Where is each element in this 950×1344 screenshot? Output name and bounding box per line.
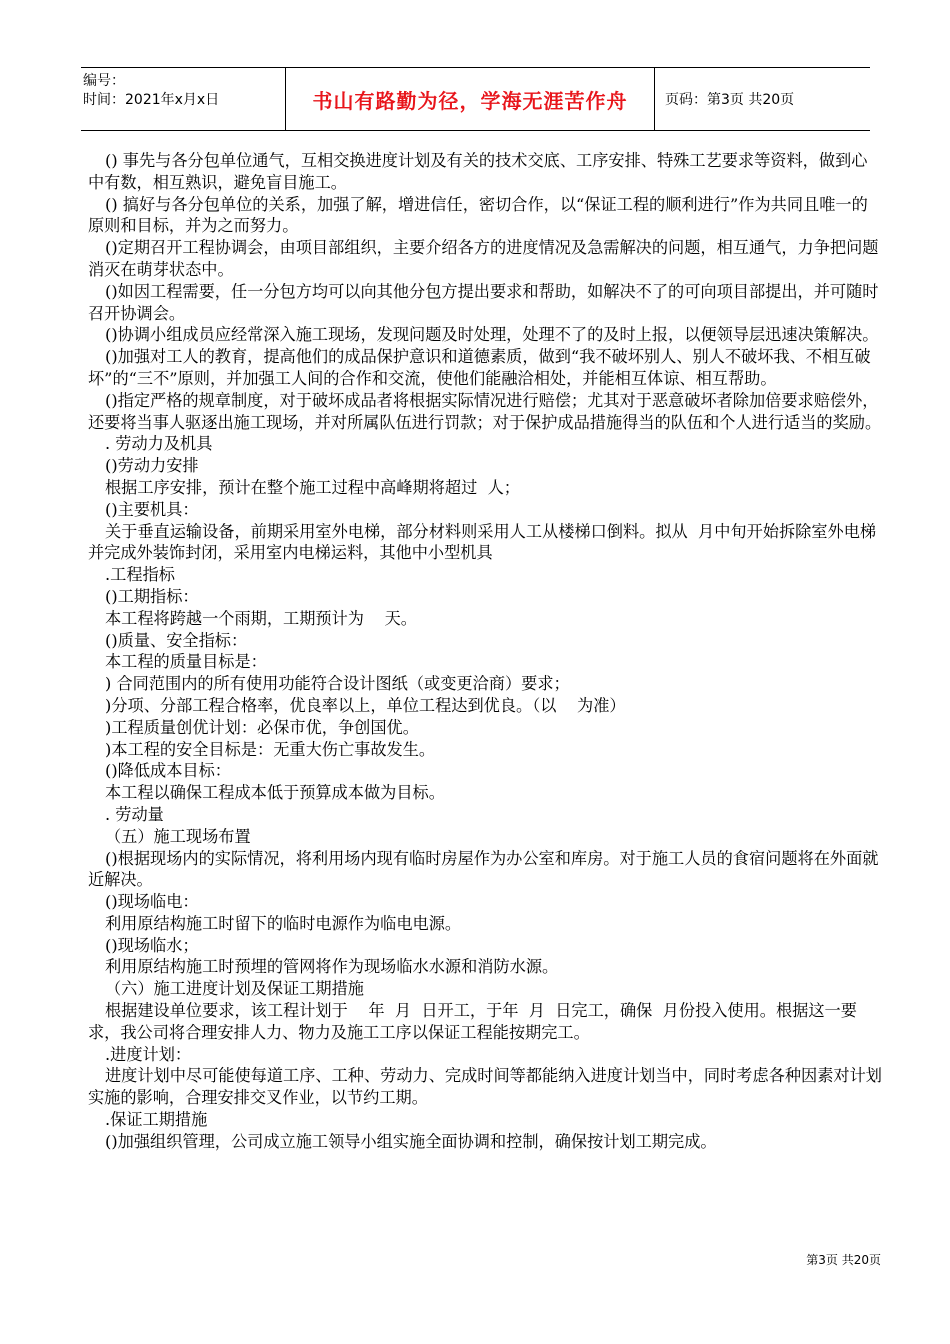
body-paragraph: . 劳动量: [105, 804, 164, 824]
body-paragraph: 本工程的质量目标是：: [105, 652, 267, 672]
body-paragraph: ()协调小组成员应经常深入施工现场，发现问题及时处理，处理不了的及时上报，以便领导层迅速决策解决。: [105, 325, 879, 345]
body-paragraph: 本工程以确保工程成本低于预算成本做为目标。: [105, 783, 445, 803]
body-paragraph: ()质量、安全指标：: [105, 630, 248, 650]
document-body: [88, 150, 883, 1153]
body-paragraph: )本工程的安全目标是：无重大伤亡事故发生。: [105, 739, 436, 759]
body-paragraph: ()如因工程需要，任一分包方均可以向其他分包方提出要求和帮助，如解决不了的可向项目部提出，并可随时召开协调会。: [88, 281, 879, 323]
body-paragraph: .保证工期措施: [105, 1110, 208, 1130]
body-paragraph: ()劳动力安排: [105, 456, 199, 476]
document-time-label: 时间：2021年x月x日: [83, 92, 220, 108]
body-paragraph: . 劳动力及机具: [105, 434, 213, 454]
header-motto: 书山有路勤为径，学海无涯苦作舟: [285, 68, 655, 130]
body-paragraph: ()加强组织管理，公司成立施工领导小组实施全面协调和控制，确保按计划工期完成。: [105, 1131, 717, 1151]
body-paragraph: 进度计划中尽可能使每道工序、工种、劳动力、完成时间等都能纳入进度计划当中，同时考虑各种因素对计划实施的影响，合理安排交叉作业，以节约工期。: [88, 1066, 882, 1108]
body-paragraph: ()主要机具：: [105, 499, 199, 519]
body-paragraph: () 事先与各分包单位通气，互相交换进度计划及有关的技术交底、工序安排、特殊工艺要求等资料，做到心中有数，相互熟识，避免盲目施工。: [88, 151, 868, 192]
body-paragraph: .工程指标: [105, 565, 175, 585]
body-paragraph: 关于垂直运输设备，前期采用室外电梯，部分材料则采用人工从楼梯口倒料。拟从 月中旬开始拆除室外电梯并完成外装饰封闭，采用室内电梯运料，其他中小型机具: [88, 521, 877, 563]
body-paragraph: 根据建设单位要求，该工程计划于 年 月 日开工，于年 月 日完工，确保 月份投入使用。根据这一要求，我公司将合理安排人力、物力及施工工序以保证工程能按期完工。: [88, 1001, 857, 1042]
body-paragraph: .进度计划：: [105, 1044, 192, 1064]
body-paragraph: 利用原结构施工时留下的临时电源作为临电电源。: [105, 913, 462, 933]
body-paragraph: （六）施工进度计划及保证工期措施: [105, 979, 364, 999]
body-paragraph: )工程质量创优计划：必保市优，争创国优。: [105, 717, 419, 737]
document-number-label: 编号：: [83, 73, 125, 89]
body-paragraph: ()工期指标：: [105, 586, 199, 606]
body-paragraph: ()现场临水；: [105, 935, 199, 955]
header-page-number: 页码：第3页 共20页: [665, 92, 795, 108]
body-paragraph: ()根据现场内的实际情况，将利用场内现有临时房屋作为办公室和库房。对于施工人员的食宿问题将在外面就近解决。: [88, 848, 879, 890]
body-paragraph: () 搞好与各分包单位的关系，加强了解，增进信任，密切合作，以“保证工程的顺利进行”作为共同且唯一的原则和目标，并为之而努力。: [88, 194, 868, 236]
body-paragraph: （五）施工现场布置: [105, 826, 251, 846]
body-paragraph: ) 合同范围内的所有使用功能符合设计图纸（或变更洽商）要求；: [105, 674, 570, 694]
body-paragraph: ()指定严格的规章制度，对于破坏成品者将根据实际情况进行赔偿；尤其对于恶意破坏者除加倍要求赔偿外，还要将当事人驱逐出施工现场，并对所属队伍进行罚款；对于保护成品措施得当的队伍和个人进行适当的奖励。: [88, 390, 882, 432]
body-paragraph: 利用原结构施工时预埋的管网将作为现场临水水源和消防水源。: [105, 957, 559, 977]
body-paragraph: 本工程将跨越一个雨期，工期预计为 天。: [105, 608, 417, 628]
body-paragraph: ()降低成本目标：: [105, 761, 231, 781]
body-paragraph: )分项、分部工程合格率，优良率以上，单位工程达到优良。（以 为准）: [105, 695, 626, 715]
body-paragraph: ()定期召开工程协调会，由项目部组织，主要介绍各方的进度情况及急需解决的问题，相互通气，力争把问题消灭在萌芽状态中。: [88, 238, 879, 279]
body-paragraph: ()加强对工人的教育，提高他们的成品保护意识和道德素质，做到“我不破坏别人、别人不破坏我、不相互破坏”的“三不”原则，并加强工人间的合作和交流，使他们能融洽相处，并能相互体谅、相互帮助。: [88, 347, 871, 388]
body-paragraph: ()现场临电：: [105, 892, 199, 912]
header-left: [81, 68, 285, 130]
page-footer: 第3页 共20页: [806, 1253, 881, 1267]
body-paragraph: 根据工序安排，预计在整个施工过程中高峰期将超过 人；: [105, 477, 520, 497]
page-header: [81, 67, 870, 131]
